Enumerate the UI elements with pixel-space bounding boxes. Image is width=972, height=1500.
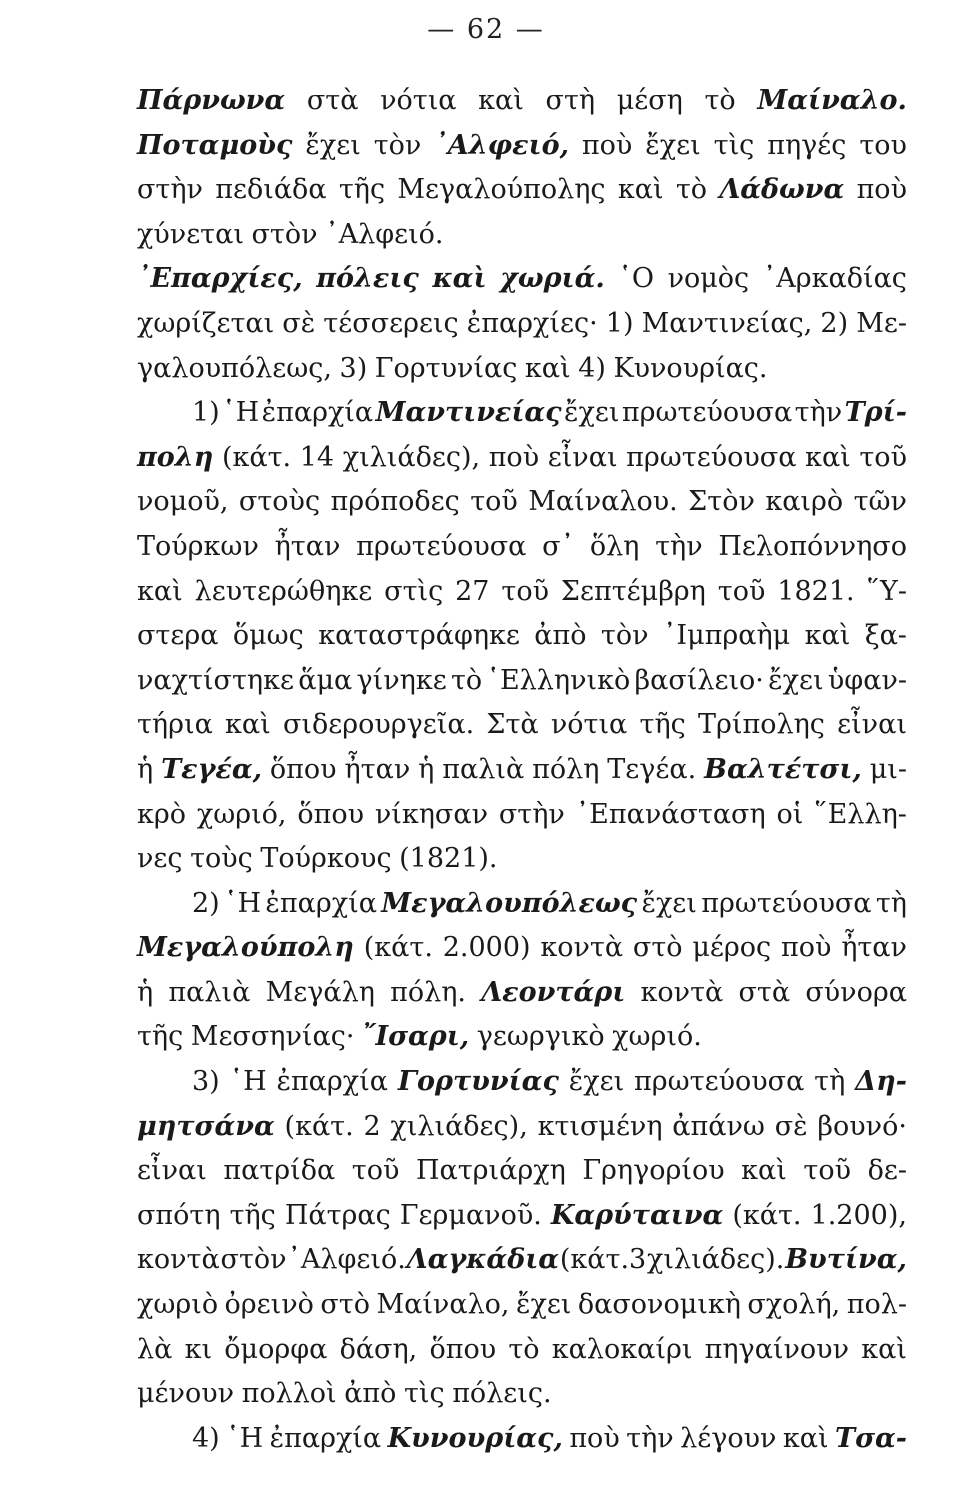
word: καὶ <box>741 1155 787 1187</box>
text-line <box>137 480 907 525</box>
emphasized-word: ᾿Επαρχίες, <box>137 263 303 295</box>
word: σὲ <box>282 307 316 339</box>
emphasized-word: Μεγαλουπόλεως <box>381 887 638 919</box>
text-line <box>137 1060 907 1105</box>
word: ὀρεινὸ <box>224 1289 314 1321</box>
word: γεωργικὸ <box>476 1021 605 1053</box>
word: ῾Ελληνικὸ <box>486 664 631 696</box>
emphasized-word: ῎Ισαρι, <box>361 1021 470 1053</box>
word: ἅμα <box>298 664 353 696</box>
word: σχολή, <box>747 1289 841 1321</box>
word: κρὸ <box>137 798 187 830</box>
word: σιδερουργεῖα. <box>282 709 475 741</box>
word: στὸ <box>632 932 683 964</box>
word: μένουν <box>137 1378 235 1410</box>
word: 3) <box>192 1066 220 1098</box>
word: χιλιάδες), <box>390 1110 528 1142</box>
word: στὸ <box>320 1289 370 1321</box>
word: χωριό. <box>612 1021 702 1053</box>
emphasized-word: Λαγκάδια <box>406 1244 560 1276</box>
text-line <box>137 703 907 748</box>
word: παλιὰ <box>442 753 525 785</box>
word: ἐπαρχίες· <box>466 307 598 339</box>
word: τὸ <box>675 174 708 206</box>
word: ᾿Επανάσταση <box>575 798 766 830</box>
word: νότια <box>550 709 628 741</box>
word: πόλη. <box>390 976 466 1008</box>
word: Μεγάλη <box>265 976 375 1008</box>
word: στὴ <box>545 85 596 116</box>
word: τῆς <box>137 1021 184 1053</box>
word: παλιὰ <box>168 976 251 1008</box>
word: καὶ <box>617 174 664 206</box>
word: στὸν <box>220 1244 287 1276</box>
text-line <box>137 882 907 927</box>
emphasized-word: καὶ <box>432 263 487 295</box>
word: Πάτρας <box>284 1199 391 1231</box>
word: τὶς <box>713 129 755 161</box>
word: Τρίπολης <box>697 709 825 741</box>
word: πρωτεύουσα <box>356 530 527 562</box>
emphasized-word: χωριά. <box>500 263 605 295</box>
text-line <box>137 436 907 481</box>
word: (κάτ. <box>221 441 292 473</box>
word: πρωτεύουσα <box>701 887 872 919</box>
word: ἔχει <box>564 397 620 429</box>
word: τῆς <box>229 1199 276 1231</box>
word: μι- <box>869 753 907 785</box>
word: λέγουν <box>680 1422 777 1454</box>
word: γαλουπόλεως, <box>137 352 332 384</box>
word: τὸν <box>600 620 649 652</box>
word: οἱ <box>776 798 804 830</box>
emphasized-word: Τρί- <box>844 397 907 429</box>
word: Γορτυνίας <box>374 352 518 384</box>
word: ἐπαρχία <box>261 397 374 429</box>
word: του <box>859 129 907 161</box>
word: νομὸς <box>667 263 750 295</box>
word: 27 <box>455 575 490 607</box>
word: καὶ <box>782 1422 829 1454</box>
word: πρωτεύουσα <box>634 1066 805 1098</box>
word: 2) <box>820 307 849 339</box>
emphasized-word: Κυνουρίας, <box>387 1422 563 1454</box>
emphasized-word: Καρύταινα <box>550 1199 724 1231</box>
word: στὴν <box>498 798 565 830</box>
word: πατρίδα <box>223 1155 336 1187</box>
word: Τεγέα. <box>607 753 697 785</box>
word: τοῦ <box>859 441 907 473</box>
word: λευτερώθηκε <box>194 575 373 607</box>
word: Γρηγορίου <box>582 1155 725 1187</box>
word: ὑφαν- <box>827 664 907 696</box>
word: ἔχει <box>768 664 824 696</box>
word: νες <box>137 843 183 875</box>
word: καὶ <box>861 1333 907 1365</box>
word: ἦταν <box>344 753 411 785</box>
word: τὸ <box>508 1333 540 1365</box>
text-line <box>137 926 907 971</box>
emphasized-word: πόλεις <box>316 263 419 295</box>
word: εἶναι <box>137 1155 207 1187</box>
word: ὅλη <box>589 530 640 562</box>
text-line <box>137 347 907 392</box>
word: νίκησαν <box>374 798 488 830</box>
emphasized-word: μητσάνα <box>137 1110 275 1142</box>
word: ποὺ <box>856 174 907 206</box>
word: ἀπὸ <box>344 1378 397 1410</box>
word: χύνεται <box>137 218 244 250</box>
text-line <box>137 1015 907 1060</box>
word: σὲ <box>774 1110 808 1142</box>
word: Τούρκους <box>260 843 392 875</box>
word: ὅπου <box>269 753 337 785</box>
word: βασίλειο· <box>634 664 764 696</box>
text-line <box>137 837 907 882</box>
word: καὶ <box>804 620 851 652</box>
word: (κάτ. <box>284 1110 354 1142</box>
word: πόλη <box>532 753 600 785</box>
word: τὴν <box>794 397 843 429</box>
text-line <box>137 659 907 704</box>
word: ὅμως <box>232 620 304 652</box>
word: τοῦ <box>470 486 518 518</box>
word: τὸ <box>704 85 736 116</box>
word: Πελοπόννησο <box>718 530 907 562</box>
emphasized-word: Δη- <box>855 1066 907 1098</box>
text-line <box>137 1372 907 1417</box>
word: ἡ <box>418 753 435 785</box>
emphasized-word: ᾿Αλφειό, <box>434 129 569 161</box>
word: ἦταν <box>274 530 341 562</box>
word: Στὰ <box>486 709 539 741</box>
word: εἶναι <box>837 709 907 741</box>
word: 14 <box>299 441 335 473</box>
emphasized-word: Τεγέα, <box>161 753 263 785</box>
word: 1) <box>605 307 634 339</box>
emphasized-word: Τσα- <box>834 1422 907 1454</box>
word: χωρίζεται <box>137 307 275 339</box>
word: ῾Η <box>226 1422 264 1454</box>
text-line <box>137 793 907 838</box>
word: ἦταν <box>841 932 907 964</box>
text-line <box>137 748 907 793</box>
word: Μεγαλούπολης <box>397 174 606 206</box>
word: Μαίναλου. <box>528 486 678 518</box>
text-line <box>137 1238 907 1283</box>
word: ᾿Αρκαδίας <box>762 263 907 295</box>
word: στὴν <box>137 174 203 206</box>
word: στερα <box>137 620 219 652</box>
word: κοντὰ <box>137 1244 220 1276</box>
word: στοὺς <box>238 486 321 518</box>
word: χιλιάδες), <box>342 441 481 473</box>
word: (κάτ.3 <box>559 1244 647 1276</box>
word: 2 <box>363 1110 381 1142</box>
word: ῾Η <box>222 397 260 429</box>
word: ξα- <box>864 620 907 652</box>
word: μέρος <box>692 932 772 964</box>
word: καιρὸ <box>765 486 844 518</box>
word: 4) <box>192 1422 220 1454</box>
word: Μαντινείας, <box>641 307 813 339</box>
word: ὄμορφα <box>224 1333 328 1365</box>
word: ῞Υ- <box>866 575 907 607</box>
word: ναχτίστηκε <box>137 664 294 696</box>
word: σύνορα <box>805 976 907 1008</box>
word: ἡ <box>137 753 154 785</box>
emphasized-word: Μεγαλούπολη <box>137 932 354 964</box>
text-line <box>137 570 907 615</box>
word: καὶ <box>524 352 571 384</box>
word: 3) <box>339 352 368 384</box>
word: ποὺ <box>569 1422 620 1454</box>
word: ᾿Αλφειό. <box>325 218 444 250</box>
word: νότια <box>380 85 457 116</box>
word: ῾Η <box>224 887 262 919</box>
word: καὶ <box>478 85 524 116</box>
word: ἡ <box>137 976 154 1008</box>
word: σ᾿ <box>542 530 575 562</box>
word: τοῦ <box>717 575 766 607</box>
word: τὸν <box>373 129 422 161</box>
word: γίνηκε <box>356 664 447 696</box>
word: ἔχει <box>568 1066 625 1098</box>
word: ποὺ <box>780 932 832 964</box>
word: στὰ <box>738 976 791 1008</box>
word: τῆς <box>338 174 386 206</box>
word: ῾Η <box>229 1066 267 1098</box>
word: ᾿Ιμπραὴμ <box>662 620 791 652</box>
word: πολλοὶ <box>241 1378 337 1410</box>
text-line <box>137 79 907 124</box>
word: Στὸν <box>688 486 755 518</box>
word: δάση, <box>339 1333 418 1365</box>
word: χωριό, <box>196 798 287 830</box>
word: δε- <box>867 1155 907 1187</box>
word: δασονομικὴ <box>577 1289 741 1321</box>
emphasized-word: πολη <box>137 441 214 473</box>
word: πεδιάδα <box>215 174 327 206</box>
text-line <box>137 213 907 258</box>
word: λὰ <box>137 1333 173 1365</box>
word: πηγαίνουν <box>704 1333 850 1365</box>
word: Μαίναλο, <box>376 1289 510 1321</box>
emphasized-word: Ποταμοὺς <box>137 129 293 161</box>
word: Κυνουρίας. <box>613 352 768 384</box>
word: τοῦ <box>501 575 549 607</box>
emphasized-word: Πάρνωνα <box>137 85 286 116</box>
word: τῆς <box>639 709 686 741</box>
word: τὴ <box>814 1066 846 1098</box>
text-line <box>137 124 907 169</box>
text-line <box>137 1283 907 1328</box>
word: ἀπάνω <box>672 1110 765 1142</box>
word: τὴν <box>655 530 703 562</box>
word: πρωτεύουσα <box>626 441 797 473</box>
word: καὶ <box>225 709 271 741</box>
word: 1.200), <box>810 1199 907 1231</box>
text-line <box>137 168 907 213</box>
word: ῾Ο <box>618 263 654 295</box>
word: ᾿Αλφειό. <box>287 1244 406 1276</box>
text-line <box>137 1328 907 1373</box>
page-number: — 62 — <box>427 14 545 45</box>
word: χωριὸ <box>137 1289 219 1321</box>
emphasized-word: Λεοντάρι <box>481 976 626 1008</box>
word: ἔχει <box>515 1289 572 1321</box>
word: νομοῦ, <box>137 486 229 518</box>
word: πρωτεύουσα <box>621 397 793 429</box>
word: κοντὰ <box>640 976 724 1008</box>
emphasized-word: Γορτυνίας <box>397 1066 559 1098</box>
text-line <box>137 257 907 302</box>
text-line <box>137 1417 907 1462</box>
word: εἶναι <box>547 441 618 473</box>
word: ἔχει <box>641 887 697 919</box>
word: πηγές <box>767 129 847 161</box>
word: τῶν <box>853 486 907 518</box>
word: κτισμένη <box>537 1110 663 1142</box>
word: τοὺς <box>190 843 253 875</box>
text-line <box>137 1194 907 1239</box>
word: Πατριάρχη <box>415 1155 566 1187</box>
word: στὶς <box>384 575 444 607</box>
text-line <box>137 525 907 570</box>
word: 1) <box>192 397 220 429</box>
word: ποὺ <box>581 129 633 161</box>
word: Με- <box>856 307 907 339</box>
word: Γερμανοῦ. <box>399 1199 542 1231</box>
word: ἔχει <box>645 129 701 161</box>
emphasized-word: Βαλτέτσι, <box>704 753 862 785</box>
word: ῞Ελλη- <box>814 798 907 830</box>
word: τὴ <box>875 887 907 919</box>
text-line <box>137 391 907 436</box>
word: κοντὰ <box>540 932 624 964</box>
word: τὸ <box>450 664 483 696</box>
word: τήρια <box>137 709 213 741</box>
word: Τούρκων <box>137 530 259 562</box>
word: 2) <box>192 887 220 919</box>
emphasized-word: Βυτίνα, <box>785 1244 907 1276</box>
word: τέσσερεις <box>323 307 459 339</box>
word: καταστράφηκε <box>318 620 520 652</box>
word: στὸν <box>251 218 318 250</box>
word: πόλεις. <box>452 1378 552 1410</box>
word: 4) <box>578 352 606 384</box>
word: μέση <box>616 85 683 116</box>
emphasized-word: Μαντινείας <box>375 397 562 429</box>
word: Σεπτέμβρη <box>560 575 706 607</box>
word: Μεσσηνίας· <box>190 1021 355 1053</box>
word: τὶς <box>403 1378 445 1410</box>
word: ποὺ <box>488 441 540 473</box>
word: χιλιάδες). <box>647 1244 785 1276</box>
word: τοῦ <box>351 1155 400 1187</box>
word: (1821). <box>399 843 498 875</box>
word: ἀπὸ <box>534 620 587 652</box>
word: (κάτ. <box>732 1199 802 1231</box>
word: ὅπου <box>297 798 365 830</box>
word: πολ- <box>846 1289 907 1321</box>
word: στὰ <box>306 85 359 116</box>
text-line <box>137 1149 907 1194</box>
word: ἐπαρχία <box>269 1422 382 1454</box>
text-line <box>137 1105 907 1150</box>
word: 2.000) <box>442 932 531 964</box>
word: ἔχει <box>305 129 361 161</box>
text-line <box>137 302 907 347</box>
text-line <box>137 614 907 659</box>
word: τὴν <box>626 1422 674 1454</box>
emphasized-word: Λάδωνα <box>719 174 845 206</box>
word: 1821. <box>777 575 855 607</box>
word: καὶ <box>137 575 183 607</box>
word: καλοκαίρι <box>551 1333 693 1365</box>
word: κι <box>184 1333 213 1365</box>
word: τοῦ <box>803 1155 852 1187</box>
word: ἐπαρχία <box>265 887 377 919</box>
body-text <box>137 79 907 1461</box>
word: πρόποδες <box>330 486 460 518</box>
word: σπότη <box>137 1199 221 1231</box>
word: καὶ <box>805 441 851 473</box>
word: (κάτ. <box>363 932 433 964</box>
word: ὅπου <box>429 1333 497 1365</box>
word: βουνό· <box>817 1110 907 1142</box>
emphasized-word: Μαίναλο. <box>757 85 907 116</box>
word: ἐπαρχία <box>276 1066 388 1098</box>
text-line <box>137 971 907 1016</box>
